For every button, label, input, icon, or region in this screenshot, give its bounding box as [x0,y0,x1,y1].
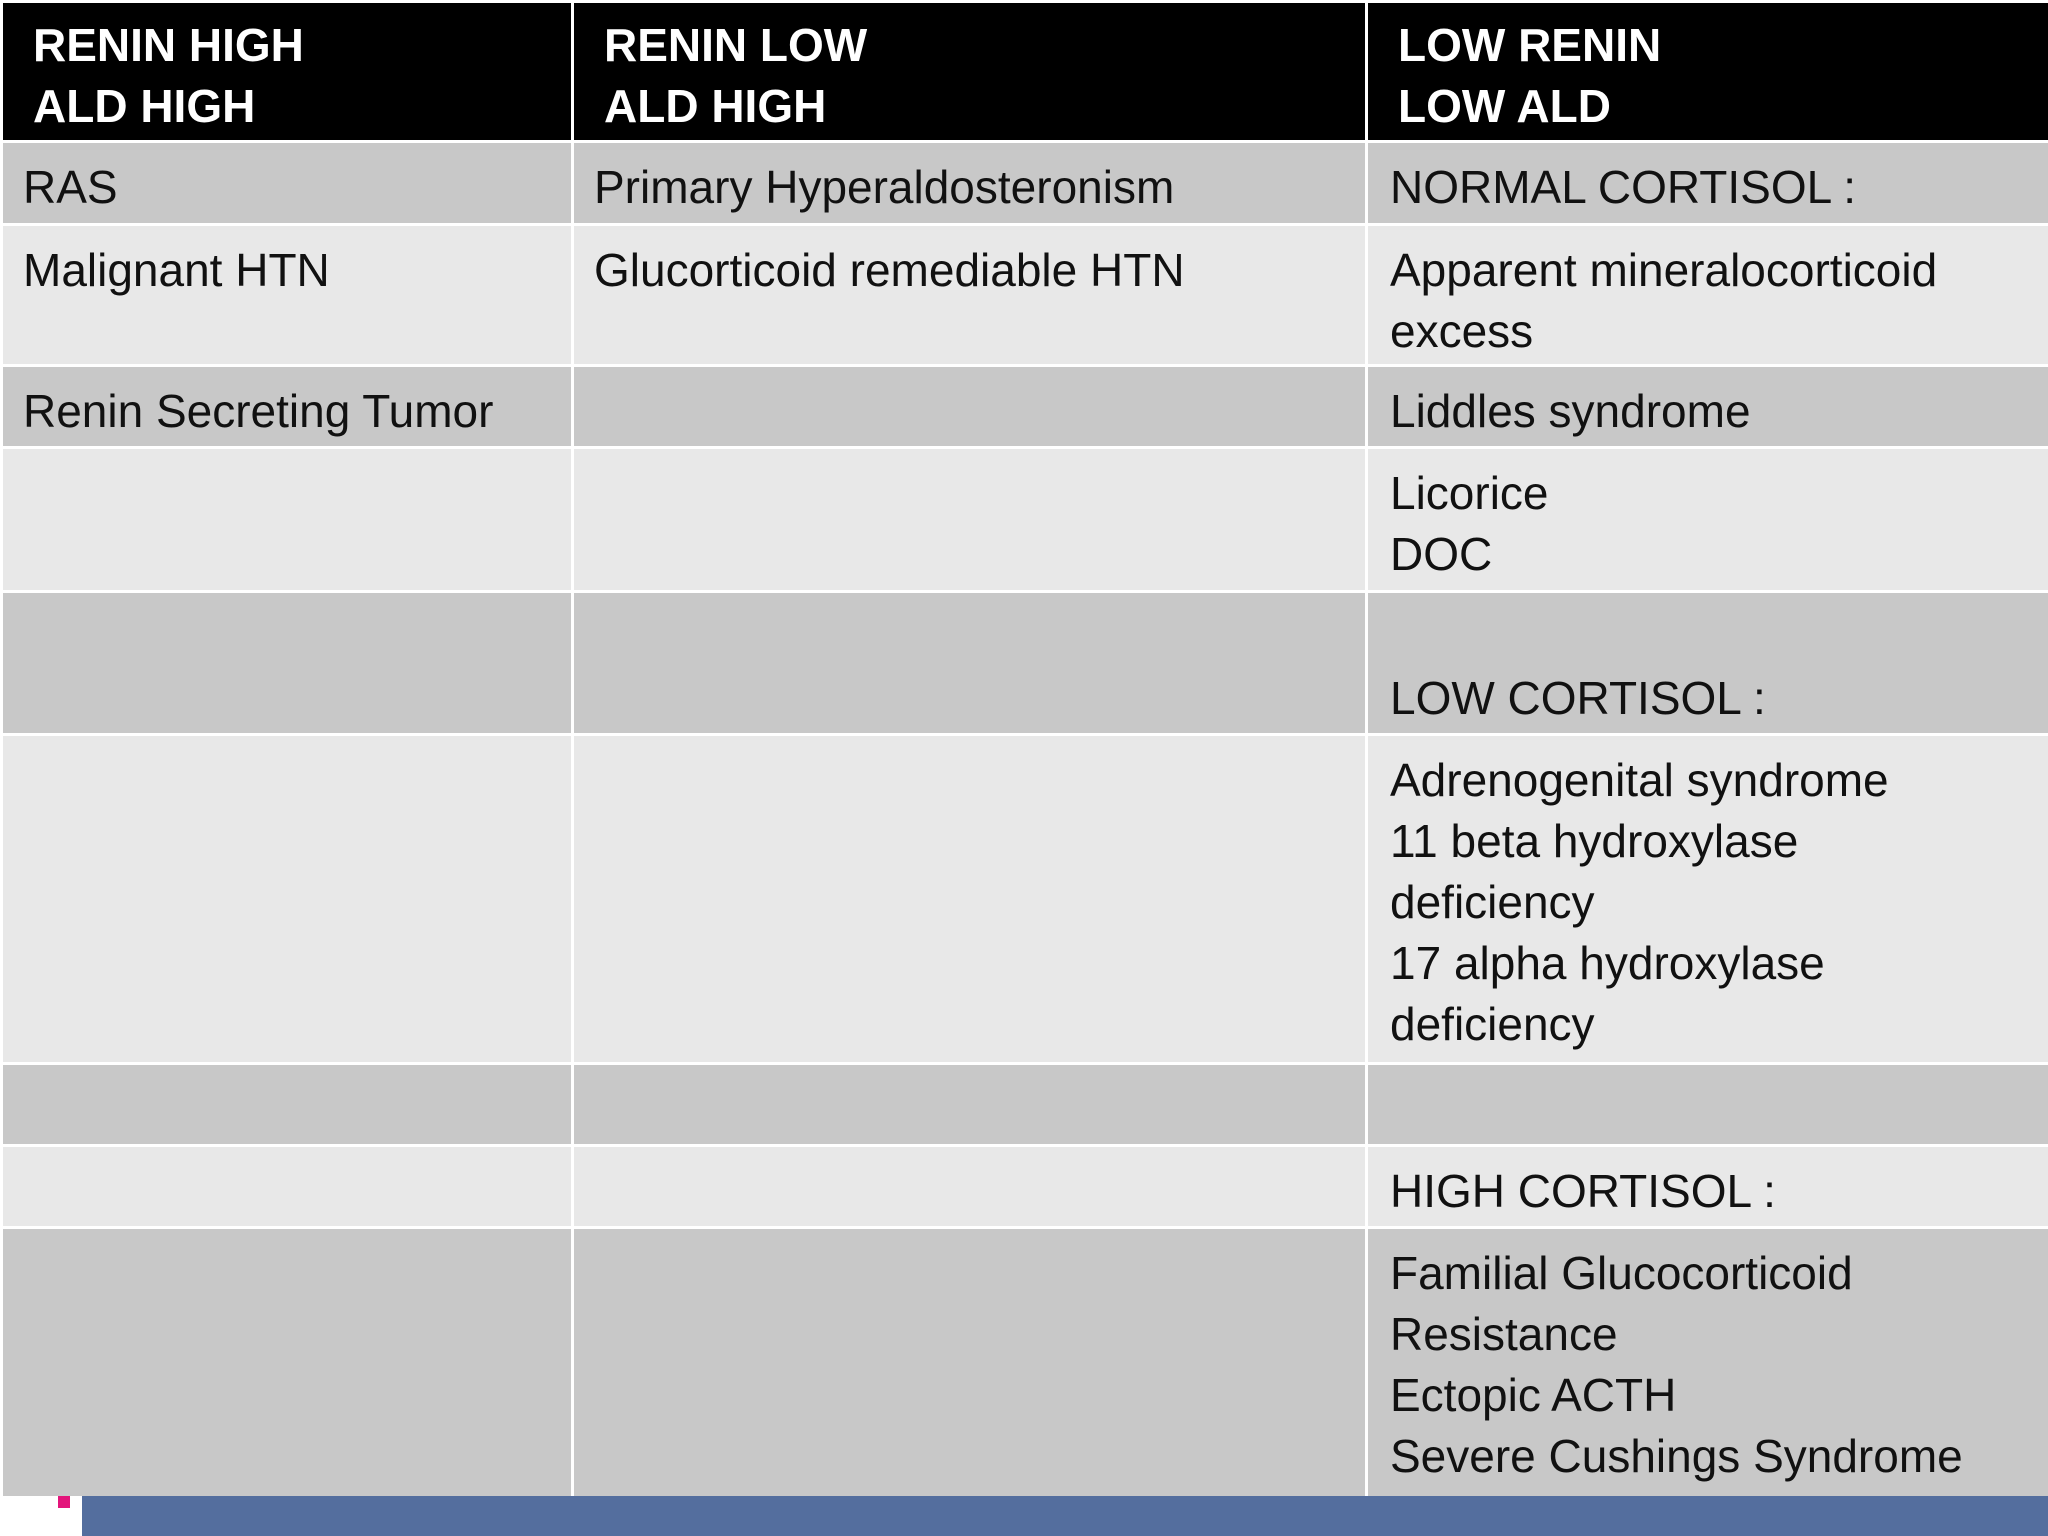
table-cell: Adrenogenital syndrome 11 beta hydroxylase deficiency 17 alpha hydroxylase deficiency [1367,735,2048,1064]
table-cell: Licorice DOC [1367,448,2048,592]
table-cell [573,1064,1367,1146]
table-cell [2,1064,573,1146]
table-cell: Apparent mineralocorticoid excess [1367,225,2048,366]
table-body [2,142,2048,1498]
table-cell [573,1228,1367,1498]
table-cell: Renin Secreting Tumor [2,366,573,448]
table-cell [1367,1064,2048,1146]
table-cell: Familial Glucocorticoid Resistance Ectopic ACTH Severe Cushings Syndrome [1367,1228,2048,1498]
table-row [2,225,2048,366]
footer-accent-square [58,1496,70,1508]
table-cell [573,366,1367,448]
table-row [2,366,2048,448]
table-cell [2,592,573,735]
header-row [2,2,2048,142]
table-row [2,592,2048,735]
table-cell: HIGH CORTISOL : [1367,1146,2048,1228]
table-cell: Glucorticoid remediable HTN [573,225,1367,366]
header-renin-high-ald-high: RENIN HIGH ALD HIGH [2,2,573,142]
table-header [2,2,2048,142]
table-row [2,1228,2048,1498]
table-cell [2,1228,573,1498]
table-cell [573,448,1367,592]
table-cell [573,1146,1367,1228]
table-cell [2,735,573,1064]
table-row [2,448,2048,592]
table-row [2,1146,2048,1228]
table-cell: Primary Hyperaldosteronism [573,142,1367,225]
header-low-renin-low-ald: LOW RENIN LOW ALD [1367,2,2048,142]
table-cell: LOW CORTISOL : [1367,592,2048,735]
header-renin-low-ald-high: RENIN LOW ALD HIGH [573,2,1367,142]
table-cell: NORMAL CORTISOL : [1367,142,2048,225]
table-cell: Liddles syndrome [1367,366,2048,448]
table-cell: Malignant HTN [2,225,573,366]
table-cell [573,592,1367,735]
table-cell [573,735,1367,1064]
table-row [2,1064,2048,1146]
footer-bar [82,1496,2048,1536]
table-row [2,142,2048,225]
table-row [2,735,2048,1064]
table-cell [2,1146,573,1228]
table-cell [2,448,573,592]
table-cell: RAS [2,142,573,225]
